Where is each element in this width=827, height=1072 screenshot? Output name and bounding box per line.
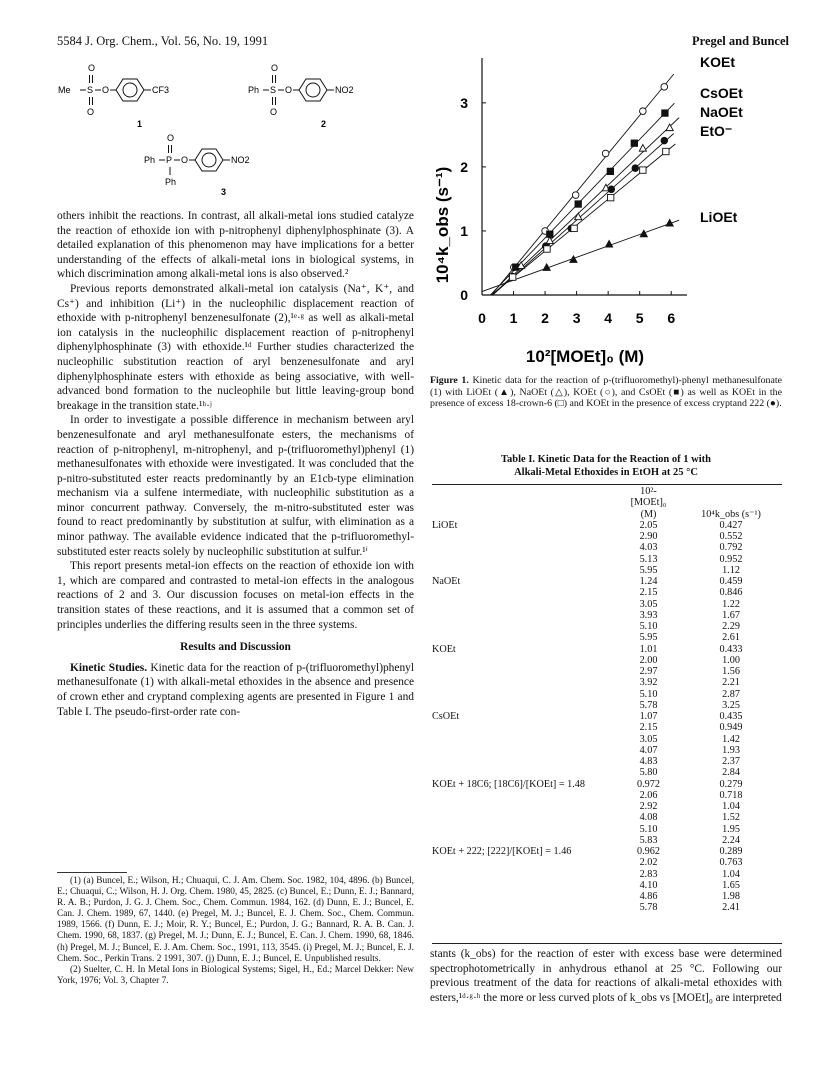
table-row xyxy=(432,745,782,756)
data-point xyxy=(639,145,646,152)
x-tick-label: 6 xyxy=(667,310,676,326)
chart-points xyxy=(509,84,673,281)
fit-line xyxy=(493,134,674,295)
table-row xyxy=(432,734,782,745)
concentration-cell: 1.07 xyxy=(639,711,658,722)
svg-text:Ph: Ph xyxy=(144,155,156,165)
rate-constant-cell: 2.84 xyxy=(722,767,740,779)
concentration-cell: 5.10 xyxy=(639,688,658,700)
table-row xyxy=(432,644,782,655)
data-point xyxy=(544,246,550,252)
svg-text:O: O xyxy=(181,155,189,165)
svg-text:P: P xyxy=(166,155,173,165)
rate-constant-cell: 1.42 xyxy=(722,733,740,745)
rate-constant-cell: 2.29 xyxy=(722,621,740,632)
data-point xyxy=(640,167,646,173)
rate-constant-cell: 1.95 xyxy=(722,823,740,835)
row-group-label: KOEt + 222; [222]/[KOEt] = 1.46 xyxy=(432,846,572,857)
footnote-rule xyxy=(57,872,127,873)
table-row xyxy=(432,722,782,733)
table-row xyxy=(432,632,782,643)
data-point xyxy=(631,140,637,146)
row-group-label: KOEt xyxy=(432,643,456,655)
chart-series-labels xyxy=(700,54,743,225)
fit-line xyxy=(482,220,679,291)
concentration-cell: 5.83 xyxy=(639,834,658,846)
concentration-cell: 5.95 xyxy=(639,564,658,576)
table-row xyxy=(432,891,782,902)
concentration-cell: 2.92 xyxy=(639,801,658,812)
rate-constant-cell: 0.952 xyxy=(719,553,743,565)
table-row xyxy=(432,621,782,632)
table-rule-top xyxy=(432,484,782,485)
figure-caption: Figure 1. Kinetic data for the reaction of p-(trifluoromethyl)-phenyl methanesulfonate (1) with LiOEt (▲), NaOEt (△), KOEt (○), and CsOEt (■) as well as KOEt in the presence of excess 18-crown-6 (□) and KOEt in the presence of excess cryptand 222 (●). xyxy=(430,375,782,410)
table-row xyxy=(432,610,782,621)
x-tick-label: 0 xyxy=(478,310,486,326)
concentration-cell: 3.92 xyxy=(639,677,658,689)
svg-text:S: S xyxy=(270,85,277,95)
rate-constant-cell: 1.52 xyxy=(722,812,740,824)
paragraph: Kinetic Studies. Kinetic data for the reaction of p-(trifluoromethyl)phenyl methanesulfonate (1) with alkali-metal ethoxides in the absence and presence of crown ether and cryptand complexing agents are presented in Figure 1 and Table I. The pseudo-first-order rate con- xyxy=(57,661,414,718)
x-axis-label: 10²[MOEt]₀ (M) xyxy=(525,347,645,366)
footnote: (2) Suelter, C. H. In Metal Ions in Biological Systems; Sigel, H., Ed.; Marcel Dekker: New York, 1976; Vol. 3, Chapter 7. xyxy=(57,964,414,986)
concentration-cell: 4.83 xyxy=(639,756,658,767)
figure-label: Figure 1. xyxy=(430,375,469,386)
table-rule-bottom xyxy=(432,943,782,944)
rate-constant-cell: 0.289 xyxy=(719,846,743,857)
paragraph: This report presents metal-ion effects on the reaction of ethoxide ion with 1, which are compared and contrasted to metal-ion effects in the analogous reactions of 2 and 3. Our discussion focuses on metal-ion effects in the transition states of these reactions, and it is assumed that a common set of principles underlies the differing results seen in the three systems. xyxy=(57,560,414,631)
data-point xyxy=(607,168,613,174)
rate-constant-cell: 0.763 xyxy=(719,857,743,869)
y-tick-label: 3 xyxy=(460,94,468,111)
concentration-cell: 5.80 xyxy=(639,767,658,779)
concentration-cell: 5.78 xyxy=(639,902,658,914)
rate-constant-cell: 1.04 xyxy=(722,868,740,880)
rate-constant-cell: 2.41 xyxy=(722,902,740,914)
series-label: NaOEt xyxy=(700,104,743,120)
concentration-cell: 2.15 xyxy=(639,722,658,734)
paragraph: others inhibit the reactions. In contrast, all alkali-metal ions studied catalyze the reaction of ethoxide ion with p-nitrophenyl diphenylphosphinate (3). A detailed explanation of this phenomenon may have implications for a better understanding of the effects of alkali-metal ions in biological systems, in which discrimination among alkali-metal ions is also observed.² xyxy=(57,210,414,281)
structure-1-number: 1 xyxy=(137,119,143,129)
rate-constant-cell: 0.949 xyxy=(719,722,743,734)
table-row xyxy=(432,824,782,835)
concentration-cell: 2.05 xyxy=(639,519,658,531)
rate-constant-cell: 2.21 xyxy=(722,677,740,689)
rate-constant-cell: 1.12 xyxy=(722,564,740,576)
concentration-cell: 3.05 xyxy=(639,733,658,745)
table-row xyxy=(432,857,782,868)
svg-text:O: O xyxy=(271,63,279,73)
table-row xyxy=(432,565,782,576)
data-point xyxy=(509,274,515,280)
table-row xyxy=(432,835,782,846)
concentration-cell: 3.05 xyxy=(639,598,658,610)
paragraph: In order to investigate a possible difference in mechanism between aryl benzenesulfonate and aryl methanesulfonate esters, the mechanisms of reaction of p-nitrophenyl, m-nitrophenyl, and p-(trifluoromethyl)phenyl (1) methanesulfonates with ethoxide were investigated. It was concluded that the p-nitro-substituted ester reacts predominantly by an E1cb-type elimination mechanism via a sulfene intermediate, with nucleophilic substitution as a minor concurrent pathway. Conversely, the m-nitro-substituted ester was found to react predominantly by substitution at sulfur, with elimination as a minor pathway. The available evidence indicated that the p-trifluoromethyl-substituted ester reacts solely by nucleophilic substitution at sulfur.¹ⁱ xyxy=(57,414,414,558)
data-point xyxy=(632,165,639,172)
table-row xyxy=(432,779,782,790)
concentration-cell: 4.03 xyxy=(639,542,658,554)
concentration-cell: 0.972 xyxy=(637,778,660,790)
data-point xyxy=(607,194,613,200)
chemical-structures xyxy=(50,55,430,205)
data-point xyxy=(575,201,581,207)
data-point xyxy=(602,150,609,157)
concentration-cell: 0.962 xyxy=(637,846,660,857)
row-group-label: NaOEt xyxy=(432,576,461,587)
concentration-cell: 4.08 xyxy=(639,812,658,824)
table-row xyxy=(432,531,782,542)
structure-1-s: S xyxy=(87,85,94,95)
svg-text:NO2: NO2 xyxy=(335,85,354,95)
concentration-cell: 2.00 xyxy=(639,654,658,666)
table-row xyxy=(432,689,782,700)
data-point xyxy=(606,240,613,247)
rate-constant-cell: 1.22 xyxy=(722,598,740,610)
author-header: Pregel and Buncel xyxy=(692,34,789,48)
table-row xyxy=(432,666,782,677)
rate-constant-cell: 0.433 xyxy=(719,643,743,655)
fit-line xyxy=(492,144,676,295)
y-tick-label: 0 xyxy=(460,287,468,303)
data-point xyxy=(666,124,673,131)
table-row xyxy=(432,700,782,711)
table-row xyxy=(432,655,782,666)
concentration-cell: 5.95 xyxy=(639,632,658,644)
concentration-cell: 5.78 xyxy=(639,699,658,711)
rate-constant-cell: 2.61 xyxy=(722,632,740,644)
series-label: KOEt xyxy=(700,54,735,70)
figure-1-chart xyxy=(430,50,810,380)
table-row xyxy=(432,902,782,913)
table-row xyxy=(432,790,782,801)
paragraph: Previous reports demonstrated alkali-metal ion catalysis (Na⁺, K⁺, and Cs⁺) and inhibition (Li⁺) in the nucleophilic displacement reaction of ethoxide with p-nitrophenyl benzenesulfonate (2),¹ᵉ·ᵍ as well as alkali-metal ion catalysis in the nucleophilic displacement reaction of p-nitrophenyl diphenylphosphinate (3) with ethoxide.¹ᵈ Further studies characterized the nucleophilic substitution reaction of aryl benzenesulfonate and aryl diphenylphosphinate esters with ethoxide as being associative, with well-advanced bond formation to the nucleophile but little leaving-group bond breakage in the transition state.¹ʰ·ʲ xyxy=(57,282,414,412)
rate-constant-cell: 0.552 xyxy=(719,531,743,542)
fit-line xyxy=(491,74,673,295)
rate-constant-cell: 3.25 xyxy=(722,699,740,711)
rate-constant-cell: 0.792 xyxy=(719,542,743,554)
footnotes xyxy=(57,876,414,987)
column-header: 10²- [MOEt]₀ (M) xyxy=(630,486,667,520)
running-header: 5584 J. Org. Chem., Vol. 56, No. 19, 1991 xyxy=(57,34,269,48)
table-row xyxy=(432,542,782,553)
rate-constant-cell: 1.98 xyxy=(722,891,740,902)
rate-constant-cell: 2.37 xyxy=(722,756,740,767)
structure-1 xyxy=(58,63,169,129)
table-row xyxy=(432,677,782,688)
svg-text:O: O xyxy=(88,63,96,73)
structure-2-number: 2 xyxy=(321,119,327,129)
rate-constant-cell: 1.04 xyxy=(722,801,740,812)
concentration-cell: 2.83 xyxy=(639,868,658,880)
concentration-cell: 5.13 xyxy=(639,553,658,565)
left-column xyxy=(57,209,414,719)
y-tick-label: 1 xyxy=(460,222,468,239)
run-in-heading: Kinetic Studies. xyxy=(70,661,148,674)
table-row xyxy=(432,711,782,722)
data-point xyxy=(661,84,668,91)
table-row xyxy=(432,756,782,767)
series-label: CsOEt xyxy=(700,85,743,101)
concentration-cell: 4.86 xyxy=(639,891,658,902)
rate-constant-cell: 1.67 xyxy=(722,609,740,621)
table-row xyxy=(432,801,782,812)
data-point xyxy=(661,137,668,144)
table-row xyxy=(432,520,782,531)
row-group-label: CsOEt xyxy=(432,711,460,722)
table-row xyxy=(432,846,782,857)
table-row xyxy=(432,554,782,565)
data-point xyxy=(572,192,579,199)
table-row xyxy=(432,880,782,891)
concentration-cell: 5.10 xyxy=(639,823,658,835)
svg-text:NO2: NO2 xyxy=(231,155,250,165)
structure-1-substituent: CF3 xyxy=(152,85,170,95)
structure-3-number: 3 xyxy=(221,187,227,197)
svg-text:O: O xyxy=(270,107,278,117)
svg-text:O: O xyxy=(285,85,293,95)
concentration-cell: 5.10 xyxy=(639,621,658,632)
rate-constant-cell: 1.93 xyxy=(722,744,740,756)
svg-text:Ph: Ph xyxy=(248,85,260,95)
table-title: Table I. Kinetic Data for the Reaction of 1 with Alkali-Metal Ethoxides in EtOH at 25 °C xyxy=(501,454,711,478)
structure-2 xyxy=(248,63,354,129)
concentration-cell: 2.97 xyxy=(639,666,658,677)
y-tick-label: 2 xyxy=(460,158,468,175)
paragraph: stants (k_obs) for the reaction of ester with excess base were determined spectrophotometrically in anhydrous ethanol at 25 °C. Following our previous treatment of the data for reactions of alkali-metal ethoxides with esters,¹ᵈ·ᵍ·ʰ the more or less curved plots of k_obs vs [MOEt]₀ are interpreted xyxy=(430,948,782,1004)
column-header: 10⁴k_obs (s⁻¹) xyxy=(701,508,761,520)
data-point xyxy=(662,110,668,116)
x-tick-label: 3 xyxy=(572,310,581,326)
structure-3 xyxy=(144,133,250,197)
concentration-cell: 2.02 xyxy=(639,857,658,869)
right-column-text xyxy=(430,947,782,1005)
rate-constant-cell: 1.00 xyxy=(722,654,740,666)
rate-constant-cell: 2.24 xyxy=(722,834,740,846)
concentration-cell: 1.01 xyxy=(639,643,658,655)
concentration-cell: 4.10 xyxy=(639,879,658,891)
rate-constant-cell: 0.718 xyxy=(719,789,743,801)
table-row xyxy=(432,576,782,587)
table-row xyxy=(432,767,782,778)
table-row xyxy=(432,587,782,598)
svg-text:O: O xyxy=(167,133,175,143)
data-point xyxy=(663,148,669,154)
rate-constant-cell: 1.65 xyxy=(722,879,740,891)
y-axis-label: 10⁴k_obs (s⁻¹) xyxy=(433,166,452,284)
rate-constant-cell: 1.56 xyxy=(722,666,740,677)
rate-constant-cell: 0.846 xyxy=(719,587,743,599)
table-row xyxy=(432,812,782,823)
concentration-cell: 2.90 xyxy=(639,531,658,542)
svg-text:O: O xyxy=(87,107,95,117)
data-point xyxy=(571,225,577,231)
x-tick-label: 2 xyxy=(541,310,549,326)
svg-text:Ph: Ph xyxy=(165,177,177,187)
concentration-cell: 2.15 xyxy=(639,587,658,599)
concentration-cell: 4.07 xyxy=(639,744,658,756)
concentration-cell: 3.93 xyxy=(639,609,658,621)
x-tick-label: 5 xyxy=(635,310,644,326)
data-point xyxy=(608,186,615,193)
chart-fit-lines xyxy=(482,74,679,295)
series-label: EtO⁻ xyxy=(700,123,733,139)
table-row xyxy=(432,869,782,880)
concentration-cell: 2.06 xyxy=(639,789,658,801)
row-group-label: KOEt + 18C6; [18C6]/[KOEt] = 1.48 xyxy=(432,778,585,790)
rate-constant-cell: 0.279 xyxy=(719,778,743,790)
rate-constant-cell: 2.87 xyxy=(722,688,740,700)
rate-constant-cell: 0.459 xyxy=(719,576,743,587)
footnote: (1) (a) Buncel, E.; Wilson, H.; Chuaqui, C. J. Am. Chem. Soc. 1982, 104, 4896. (b) Buncel, E.; Chuaqui, C.; Wilson, H. J. Org. Chem. 1980, 45, 2825. (c) Buncel, E.; Dunn, E. J.; Bannard, R. A. B.; Purdon, J. G. J. Chem. Soc., Chem. Commun. 1984, 162. (d) Dunn, E. J.; Buncel, E. Can. J. Chem. 1989, 67, 1440. (e) Pregel, M. J.; Buncel, E. J. Chem. Soc., Chem. Commun. 1989, 1566. (f) Dunn, E. J.; Moir, R. Y.; Buncel, E.; Purdon, J. G.; Bannard, R. A. B. Can. J. Chem. 1990, 68, 1837. (g) Pregel, M. J.; Dunn, E. J.; Buncel, E. Can. J. Chem. 1990, 68, 1846. (h) Pregel, M. J.; Buncel, E. J. Am. Chem. Soc., 1991, 113, 3545. (i) Pregel, M. J.; Buncel, E. J. Chem. Soc., Perkin Trans. 2 1991, 307. (j) Dunn, E. J.; Buncel, E. Unpublished results. xyxy=(57,876,414,964)
concentration-cell: 1.24 xyxy=(639,576,658,587)
row-group-label: LiOEt xyxy=(432,519,458,531)
data-point xyxy=(640,108,647,115)
x-tick-label: 4 xyxy=(604,310,613,326)
section-heading: Results and Discussion xyxy=(180,641,291,654)
series-label: LiOEt xyxy=(700,209,738,225)
structure-1-left: Me xyxy=(58,85,71,95)
table-row xyxy=(432,599,782,610)
x-tick-label: 1 xyxy=(509,310,518,326)
svg-text:O: O xyxy=(102,85,110,95)
rate-constant-cell: 0.427 xyxy=(719,519,743,531)
rate-constant-cell: 0.435 xyxy=(719,711,743,722)
table-header-row xyxy=(432,486,782,520)
kinetic-data-table xyxy=(432,486,782,914)
